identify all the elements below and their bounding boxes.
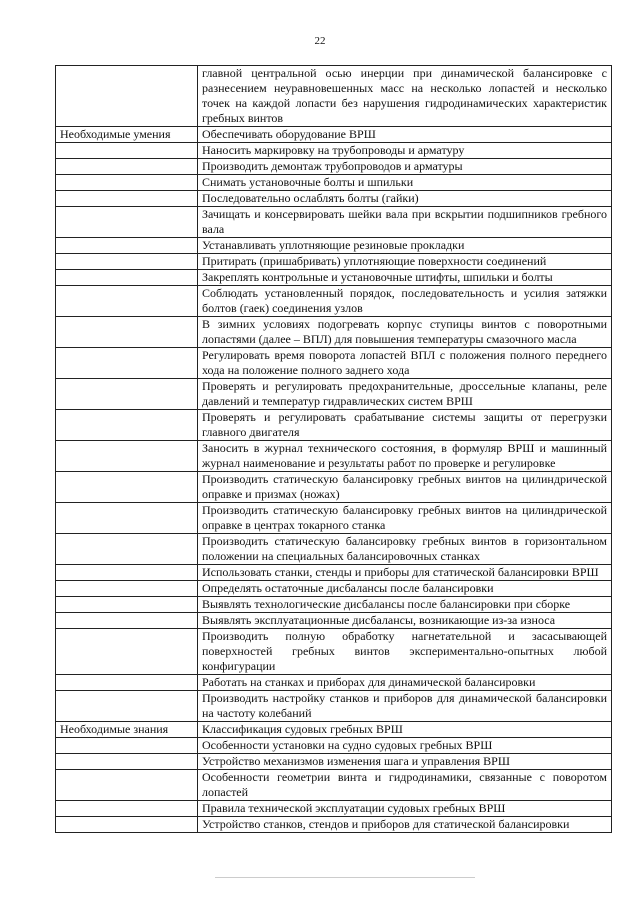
requirement-item: Выявлять эксплуатационные дисбалансы, возникающие из-за износа xyxy=(198,613,612,629)
requirement-item: Производить статическую балансировку гребных винтов на цилиндрической оправке и призмах (ножах) xyxy=(198,472,612,503)
table-row xyxy=(56,534,612,565)
requirement-item: Правила технической эксплуатации судовых гребных ВРШ xyxy=(198,801,612,817)
requirement-item: Производить настройку станков и приборов для динамической балансировки на частоту колебаний xyxy=(198,691,612,722)
requirement-item: Притирать (пришабривать) уплотняющие поверхности соединений xyxy=(198,254,612,270)
section-label-cell xyxy=(56,472,198,503)
scan-artifact-line xyxy=(215,877,475,878)
requirements-table-body xyxy=(56,66,612,833)
requirement-item: В зимних условиях подогревать корпус ступицы винтов с поворотными лопастями (далее – ВПЛ) для повышения температуры смазочного масла xyxy=(198,317,612,348)
requirement-item: Определять остаточные дисбалансы после балансировки xyxy=(198,581,612,597)
table-row xyxy=(56,127,612,143)
section-label-cell xyxy=(56,207,198,238)
section-label-cell xyxy=(56,565,198,581)
section-label-cell xyxy=(56,286,198,317)
section-label: Необходимые знания xyxy=(56,722,198,738)
table-row xyxy=(56,175,612,191)
table-row xyxy=(56,722,612,738)
section-label-cell xyxy=(56,675,198,691)
table-row xyxy=(56,503,612,534)
requirement-item: Особенности установки на судно судовых гребных ВРШ xyxy=(198,738,612,754)
table-row xyxy=(56,565,612,581)
table-row xyxy=(56,270,612,286)
table-row xyxy=(56,581,612,597)
table-row xyxy=(56,207,612,238)
section-label-cell xyxy=(56,534,198,565)
table-row xyxy=(56,238,612,254)
section-label-cell xyxy=(56,629,198,675)
requirement-item: Производить статическую балансировку гребных винтов на цилиндрической оправке в центрах токарного станка xyxy=(198,503,612,534)
section-label-cell xyxy=(56,441,198,472)
table-row xyxy=(56,410,612,441)
requirements-table xyxy=(55,65,612,833)
requirement-item: Производить статическую балансировку гребных винтов в горизонтальном положении на специальных балансировочных станках xyxy=(198,534,612,565)
table-row xyxy=(56,286,612,317)
requirement-item: Устройство станков, стендов и приборов для статической балансировки xyxy=(198,817,612,833)
table-row xyxy=(56,143,612,159)
requirement-item: Наносить маркировку на трубопроводы и арматуру xyxy=(198,143,612,159)
table-row xyxy=(56,159,612,175)
section-label-cell xyxy=(56,817,198,833)
requirement-item: Обеспечивать оборудование ВРШ xyxy=(198,127,612,143)
requirement-item: Регулировать время поворота лопастей ВПЛ с положения полного переднего хода на положение полного заднего хода xyxy=(198,348,612,379)
section-label-cell xyxy=(56,691,198,722)
section-label-cell xyxy=(56,597,198,613)
section-label-cell xyxy=(56,348,198,379)
requirement-item: Классификация судовых гребных ВРШ xyxy=(198,722,612,738)
section-label-cell xyxy=(56,801,198,817)
section-label-cell xyxy=(56,191,198,207)
table-row xyxy=(56,801,612,817)
page-number: 22 xyxy=(314,35,326,47)
requirement-item: Устройство механизмов изменения шага и управления ВРШ xyxy=(198,754,612,770)
section-label-cell xyxy=(56,175,198,191)
requirement-item: Зачищать и консервировать шейки вала при вскрытии подшипников гребного вала xyxy=(198,207,612,238)
table-row xyxy=(56,613,612,629)
table-row xyxy=(56,817,612,833)
section-label-cell xyxy=(56,159,198,175)
requirement-item: Производить демонтаж трубопроводов и арматуры xyxy=(198,159,612,175)
section-label-cell xyxy=(56,503,198,534)
section-label-cell xyxy=(56,254,198,270)
section-label xyxy=(56,66,198,127)
section-label: Необходимые умения xyxy=(56,127,198,143)
table-row xyxy=(56,629,612,675)
requirement-item: Использовать станки, стенды и приборы для статической балансировки ВРШ xyxy=(198,565,612,581)
table-row xyxy=(56,66,612,127)
table-row xyxy=(56,738,612,754)
table-row xyxy=(56,254,612,270)
section-label-cell xyxy=(56,410,198,441)
table-row xyxy=(56,770,612,801)
section-label-cell xyxy=(56,738,198,754)
table-row xyxy=(56,675,612,691)
table-row xyxy=(56,191,612,207)
table-row xyxy=(56,317,612,348)
section-label-cell xyxy=(56,317,198,348)
section-label-cell xyxy=(56,238,198,254)
requirement-item: Выявлять технологические дисбалансы после балансировки при сборке xyxy=(198,597,612,613)
requirement-item: Снимать установочные болты и шпильки xyxy=(198,175,612,191)
requirement-item: Работать на станках и приборах для динамической балансировки xyxy=(198,675,612,691)
requirement-item: Закреплять контрольные и установочные штифты, шпильки и болты xyxy=(198,270,612,286)
table-row xyxy=(56,379,612,410)
table-row xyxy=(56,754,612,770)
requirement-item: Последовательно ослаблять болты (гайки) xyxy=(198,191,612,207)
section-label-cell xyxy=(56,770,198,801)
section-label-cell xyxy=(56,270,198,286)
section-label-cell xyxy=(56,143,198,159)
requirement-item: главной центральной осью инерции при динамической балансировке с разнесением неуравновешенных масс на несколько лопастей и несколько точек на каждой лопасти без нарушения гидродинамических характеристик гребных винтов xyxy=(198,66,612,127)
requirement-item: Проверять и регулировать срабатывание системы защиты от перегрузки главного двигателя xyxy=(198,410,612,441)
section-label-cell xyxy=(56,581,198,597)
requirement-item: Проверять и регулировать предохранительные, дроссельные клапаны, реле давлений и температур гидравлических систем ВРШ xyxy=(198,379,612,410)
section-label-cell xyxy=(56,613,198,629)
section-label-cell xyxy=(56,379,198,410)
table-row xyxy=(56,348,612,379)
section-label-cell xyxy=(56,754,198,770)
table-row xyxy=(56,597,612,613)
table-row xyxy=(56,441,612,472)
requirement-item: Особенности геометрии винта и гидродинамики, связанные с поворотом лопастей xyxy=(198,770,612,801)
requirement-item: Устанавливать уплотняющие резиновые прокладки xyxy=(198,238,612,254)
requirement-item: Соблюдать установленный порядок, последовательность и усилия затяжки болтов (гаек) соединения узлов xyxy=(198,286,612,317)
table-row xyxy=(56,691,612,722)
table-row xyxy=(56,472,612,503)
requirement-item: Производить полную обработку нагнетательной и засасывающей поверхностей гребных винтов экспериментально-опытных любой конфигурации xyxy=(198,629,612,675)
requirement-item: Заносить в журнал технического состояния, в формуляр ВРШ и машинный журнал наименование и результаты работ по проверке и регулировке xyxy=(198,441,612,472)
